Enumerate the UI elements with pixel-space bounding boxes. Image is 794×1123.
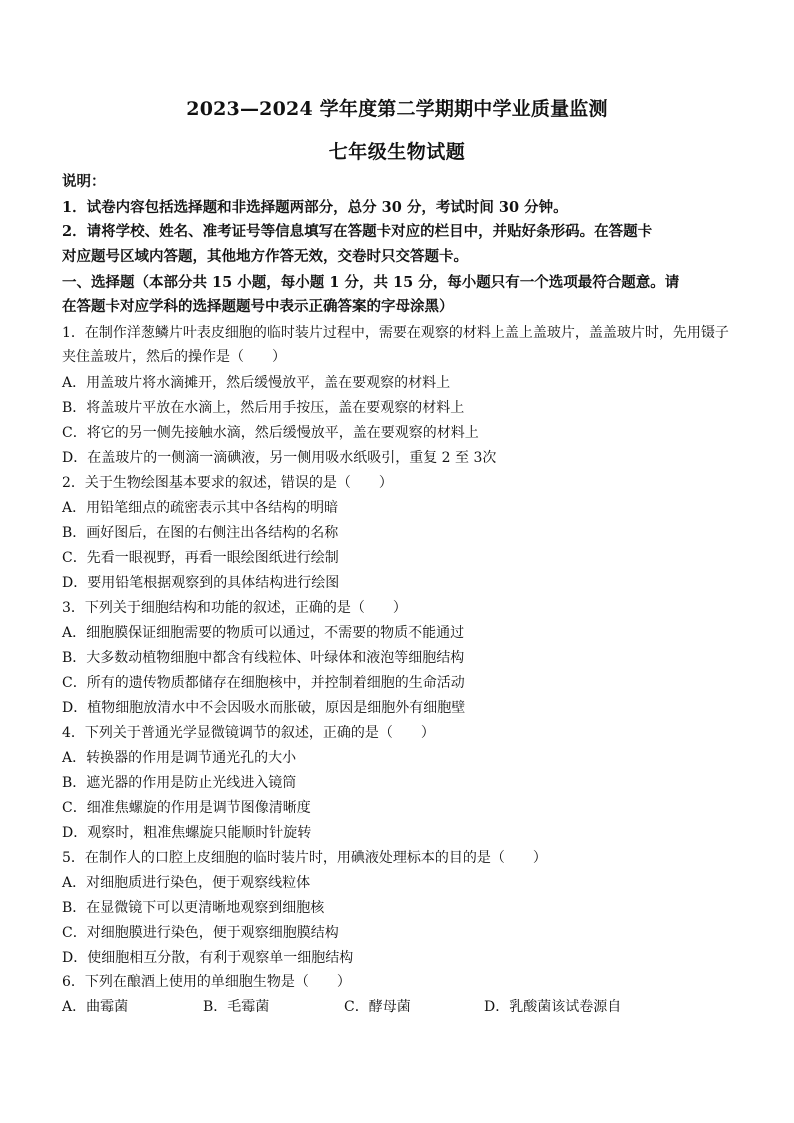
question-2-option-a: A．用铅笔细点的疏密表示其中各结构的明暗 — [62, 500, 339, 516]
instruction-item-2-line-2: 对应题号区域内答题，其他地方作答无效，交卷时只交答题卡。 — [62, 248, 468, 265]
question-6-option-a: A．曲霉菌 — [62, 999, 129, 1015]
question-5-option-d: D．使细胞相互分散，有利于观察单一细胞结构 — [62, 950, 354, 966]
question-3-stem: 3．下列关于细胞结构和功能的叙述，正确的是（ ） — [62, 600, 407, 616]
instruction-item-1: 1．试卷内容包括选择题和非选择题两部分，总分 30 分，考试时间 30 分钟。 — [62, 199, 568, 216]
question-2-option-c: C．先看一眼视野，再看一眼绘图纸进行绘制 — [62, 550, 339, 566]
exam-subtitle: 七年级生物试题 — [328, 141, 466, 163]
section-heading-line-2: 在答题卡对应学科的选择题题号中表示正确答案的字母涂黑） — [62, 298, 454, 315]
question-3-option-c: C．所有的遗传物质都储存在细胞核中，并控制着细胞的生命活动 — [62, 675, 465, 691]
instructions-heading: 说明： — [62, 173, 106, 190]
question-4-option-d: D．观察时，粗准焦螺旋只能顺时针旋转 — [62, 825, 312, 841]
question-3-option-a: A．细胞膜保证细胞需要的物质可以通过，不需要的物质不能通过 — [62, 625, 465, 641]
question-3-option-b: B．大多数动植物细胞中都含有线粒体、叶绿体和液泡等细胞结构 — [62, 650, 465, 666]
question-1-option-d: D．在盖玻片的一侧滴一滴碘液，另一侧用吸水纸吸引，重复 2 至 3次 — [62, 450, 497, 466]
question-1-stem-line-1: 1．在制作洋葱鳞片叶表皮细胞的临时装片过程中，需要在观察的材料上盖上盖玻片，盖盖玻片时，先用镊子 — [62, 325, 729, 341]
question-2-stem: 2．关于生物绘图基本要求的叙述，错误的是（ ） — [62, 475, 393, 491]
question-6-option-d: D．乳酸菌该试卷源自 — [484, 999, 622, 1015]
question-5-stem: 5．在制作人的口腔上皮细胞的临时装片时，用碘液处理标本的目的是（ ） — [62, 850, 547, 866]
question-6-stem: 6．下列在酿酒上使用的单细胞生物是（ ） — [62, 974, 351, 990]
exam-title: 2023—2024 学年度第二学期期中学业质量监测 — [186, 98, 608, 120]
question-5-option-a: A．对细胞质进行染色，便于观察线粒体 — [62, 875, 311, 891]
question-6-option-b: B．毛霉菌 — [203, 999, 270, 1015]
question-4-option-b: B．遮光器的作用是防止光线进入镜筒 — [62, 775, 297, 791]
question-1-option-c: C．将它的另一侧先接触水滴，然后缓慢放平，盖在要观察的材料上 — [62, 425, 479, 441]
question-3-option-d: D．植物细胞放清水中不会因吸水而胀破，原因是细胞外有细胞壁 — [62, 700, 466, 716]
question-2-option-b: B．画好图后，在图的右侧注出各结构的名称 — [62, 525, 339, 541]
instruction-item-2-line-1: 2．请将学校、姓名、准考证号等信息填写在答题卡对应的栏目中，并贴好条形码。在答题卡 — [62, 223, 653, 240]
question-1-option-b: B．将盖玻片平放在水滴上，然后用手按压，盖在要观察的材料上 — [62, 400, 465, 416]
question-4-stem: 4．下列关于普通光学显微镜调节的叙述，正确的是（ ） — [62, 725, 435, 741]
question-5-option-c: C．对细胞膜进行染色，便于观察细胞膜结构 — [62, 925, 339, 941]
question-5-option-b: B．在显微镜下可以更清晰地观察到细胞核 — [62, 900, 325, 916]
section-heading-line-1: 一、选择题（本部分共 15 小题，每小题 1 分，共 15 分，每小题只有一个选项最符合题意。请 — [62, 274, 680, 291]
question-6-option-c: C．酵母菌 — [344, 999, 411, 1015]
question-4-option-c: C．细准焦螺旋的作用是调节图像清晰度 — [62, 800, 311, 816]
question-2-option-d: D．要用铅笔根据观察到的具体结构进行绘图 — [62, 575, 340, 591]
question-1-option-a: A．用盖玻片将水滴摊开，然后缓慢放平，盖在要观察的材料上 — [62, 375, 451, 391]
question-4-option-a: A．转换器的作用是调节通光孔的大小 — [62, 750, 297, 766]
question-1-stem-line-2: 夹住盖玻片，然后的操作是（ ） — [62, 349, 286, 365]
